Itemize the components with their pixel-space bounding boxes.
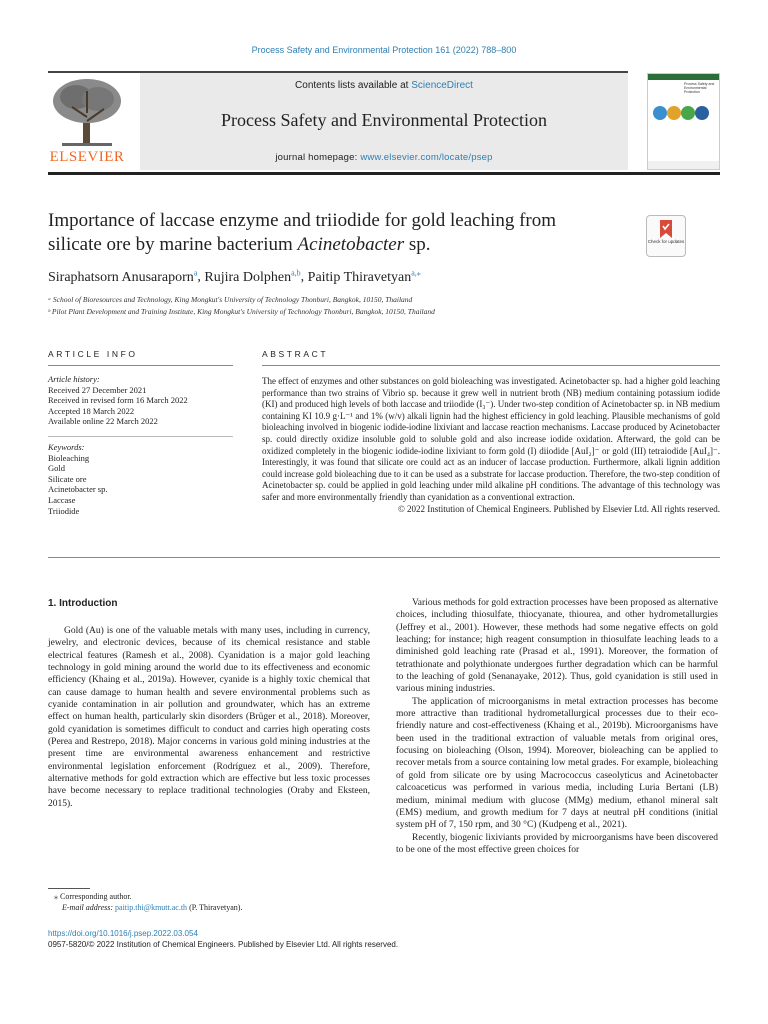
body-left-column bbox=[48, 625, 370, 810]
abstract-copyright: © 2022 Institution of Chemical Engineers. Published by Elsevier Ltd. All rights reserved. bbox=[397, 503, 720, 514]
abstract-bottom-rule bbox=[48, 557, 720, 558]
abstract-text: The effect of enzymes and other substances on gold bioleaching was investigated. Acinetobacter sp. had a higher gold leaching performance than two strains of Vibrio sp. because it grew well in nutrient broth (NB) medium containing potassium iodide (KI) and produced high levels of both laccase and triiodide (I₃⁻). Under two-step condition of Acinetobacter sp. in NB medium containing KI 10.9 g·L⁻¹ and 1% (w/v) alkali lignin had the highest efficiency in gold leaching. Plausible mechanisms of gold bioleaching involved in biogenic iodide-iodine lixiviant and laccase reaction mechanisms. Laccase produced by Acinetobacter sp. could directly oxidize insoluble gold to soluble gold and also increase iodide oxidation. Afterward, the gold can be oxidized completely in the biogenic iodide-iodine lixiviant to form gold (I) diiodide [AuI₂]⁻ or gold (III) tetraiodide [AuI₄]⁻. Interestingly, it was found that silicate ore could act as an inducer of laccase production. Furthermore, alkali lignin addition could increase gold bioleaching due to it can be used as a substrate for laccase production. Therefore, the two-step condition of Acinetobacter sp. could be applied in gold leaching under mild alkaline pH conditions. The advantage of this technology was safer and more environmentally friendly than cyanidation as a conventional extraction. © 2022 Institution of Chemical Engineers. Published by Elsevier Ltd. All rights reserved. bbox=[262, 376, 721, 514]
body-right-column bbox=[396, 597, 718, 856]
bookmark-icon bbox=[658, 219, 674, 239]
keyword: Silicate ore bbox=[48, 473, 87, 484]
author[interactable]: Paitip Thiravetyan$^{a,⁎}$ bbox=[307, 268, 421, 285]
author[interactable]: Rujira Dolphen$^{a,b}$ bbox=[204, 268, 301, 285]
journal-title: Process Safety and Environmental Protection bbox=[221, 110, 547, 130]
author[interactable]: Siraphatsorn Anusaraporn$^a$ bbox=[48, 268, 198, 285]
article-info-heading: ARTICLE INFO bbox=[48, 349, 138, 359]
keywords: Keywords: Bioleaching Gold Silicate ore Acinetobacter sp. Laccase Triiodide bbox=[48, 442, 233, 516]
keyword: Gold bbox=[48, 463, 65, 474]
article-info-rule bbox=[48, 365, 233, 366]
article-title: Importance of laccase enzyme and triiodide for gold leaching from silicate ore by marine bacterium Acinetobacter sp. bbox=[48, 210, 557, 255]
check-for-updates-badge[interactable] bbox=[646, 215, 686, 257]
contents-lists: Contents lists available at ScienceDirect bbox=[295, 80, 473, 91]
history-divider bbox=[48, 436, 233, 437]
corresponding-author-note: ⁎ Corresponding author. bbox=[54, 892, 132, 901]
paragraph: Recently, biogenic lixiviants provided by microorganisms have been discovered to be one of the most effective green choices for bbox=[396, 832, 718, 855]
journal-cover-thumbnail[interactable] bbox=[647, 73, 720, 170]
keyword: Triiodide bbox=[48, 505, 80, 516]
journal-citation[interactable]: Process Safety and Environmental Protection 161 (2022) 788–800 bbox=[251, 45, 517, 55]
keyword: Acinetobacter sp. bbox=[48, 484, 108, 495]
publisher-wordmark: ELSEVIER bbox=[49, 149, 125, 165]
paragraph: Gold (Au) is one of the valuable metals with many uses, including in currency, jewelry, and electronic devices, because of its chemical resistance and stable electrical features (Ramesh et al., 2008). Cyanidation is a major gold leaching technology in gold mining around the world due to its effectiveness and economic efficiency (Khaing et al., 2019a). However, cyanide is a highly toxic chemical that can cause damage to human health and severe environmental problems such as cyanide contamination in air pollution and groundwater, which has an extreme effect on human health, particularly skin disorders (Brüger et al., 2018). Moreover, gold cyanidation is sometimes difficult to conduct and carries high operating costs (Perea and Restrepo, 2018). Major concerns in various gold mining industries at the present time are environmental awareness enhancement and restrictive environmental legislation enforcement (Rodríguez et al., 2009). Therefore, alternative methods for gold extraction which are effective but less toxic processes have become necessary to replace traditional technologies (Oraby and Eksteen, 2015). bbox=[48, 626, 370, 809]
cover-title: Process Safety and Environmental Protection bbox=[684, 82, 715, 94]
homepage-link[interactable]: www.elsevier.com/locate/psep bbox=[360, 152, 493, 163]
paragraph: Various methods for gold extraction processes have been proposed as alternative choices, including thiosulfate, thiocyanate, thiourea, and other hydrometallurgies (Jeffrey et al., 2001). However, these methods had some negative effects on gold leaching; for instance; high reagent consumption in thiosulfate leaching leads to a diminished gold leaching rate (Prasad et al., 1991). Moreover, the formation of tetrathionate and polythionate undergoes further degradation which can be harmful to the leaching of gold (Senanayake, 2012). Thus, gold cyanidation is still used in various mining industries. bbox=[396, 598, 719, 695]
email-link[interactable]: paitip.thi@kmutt.ac.th bbox=[115, 903, 188, 912]
check-label: Check for updates bbox=[647, 239, 685, 244]
keyword: Bioleaching bbox=[48, 452, 90, 463]
affiliation-b: ᵇ Pilot Plant Development and Training Institute, King Mongkut's University of Technology Thonburi, Bangkok, 10150, Thailand bbox=[48, 307, 435, 316]
affiliation-a: ᵃ School of Bioresources and Technology, King Mongkut's University of Technology Thonburi, Bangkok, 10150, Thailand bbox=[48, 295, 413, 304]
email-note: E-mail address: paitip.thi@kmutt.ac.th (P. Thiravetyan). bbox=[62, 903, 243, 912]
article-history: Article history: Received 27 December 2021 Received in revised form 16 March 2022 Accepted 18 March 2022 Available online 22 March 2022 bbox=[48, 374, 188, 427]
header-bottom-rule bbox=[48, 172, 720, 175]
keyword: Laccase bbox=[48, 494, 76, 505]
section-heading-introduction: 1. Introduction bbox=[48, 598, 118, 609]
journal-homepage: journal homepage: www.elsevier.com/locate/psep bbox=[275, 152, 493, 163]
author-list: Siraphatsorn Anusaraporn$^a$, Rujira Dolphen$^{a,b}$, Paitip Thiravetyan$^{a,⁎}$ bbox=[48, 268, 421, 285]
abstract-heading: ABSTRACT bbox=[262, 349, 329, 359]
abstract-rule bbox=[262, 365, 720, 366]
doi-link[interactable]: https://doi.org/10.1016/j.psep.2022.03.054 bbox=[48, 929, 198, 938]
sciencedirect-link[interactable]: ScienceDirect bbox=[411, 80, 473, 91]
paragraph: The application of microorganisms in metal extraction processes has become more attractive than traditional hydrometallurgical processes due to their eco-friendly nature and cost-effectiveness (Khaing et al., 2019b). Microorganisms have been used in the traditional extraction of valuable metals from original ores, focusing on bioleaching (Olson, 1994). Moreover, bioleaching can be applied to recover metals from a source containing low metal grades. For example, bioleaching of gold from silicate ore by using Macrococcus caseolyticus and Acinetobacter calcoaceticus was performed in various media, including Luria Bertani (LB) medium, minimal medium with glucose (MMg) medium, ethanol mineral salt (EMS) medium, and growth medium for 7 days at neutral pH conditions (initial system pH of 7, 150 rpm, and 30 °C) (Kudpeng et al., 2021). bbox=[396, 696, 718, 831]
issn-copyright: 0957-5820/© 2022 Institution of Chemical Engineers. Published by Elsevier Ltd. All rights reserved. bbox=[48, 940, 399, 949]
footnote-rule bbox=[48, 888, 90, 889]
